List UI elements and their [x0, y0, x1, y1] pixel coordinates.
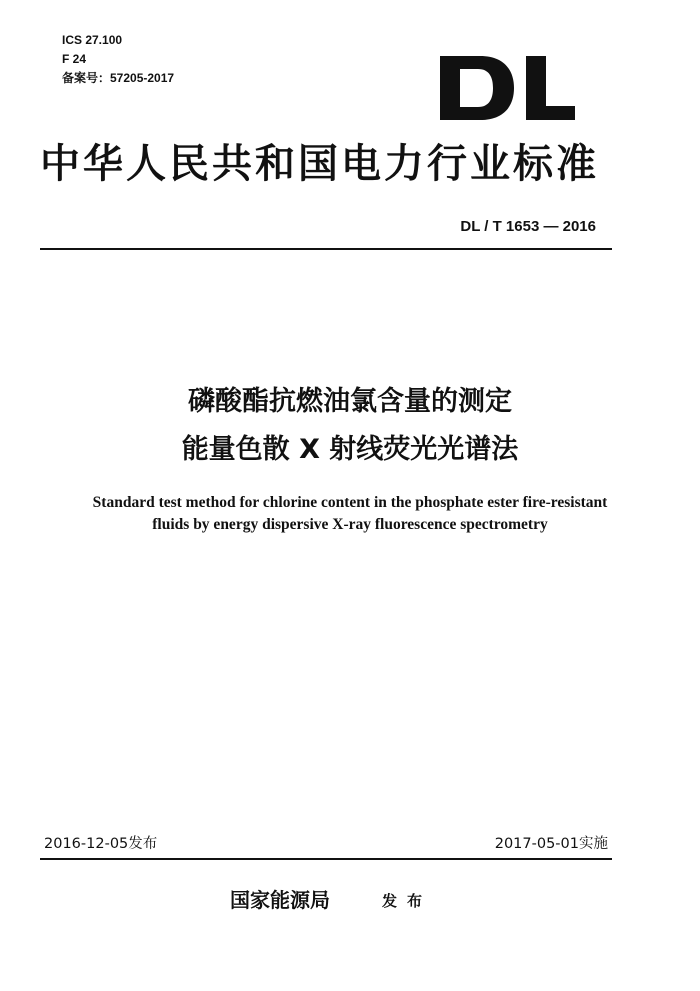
chinese-title-line-1: 磷酸酯抗燃油氯含量的测定	[188, 386, 512, 417]
chinese-title-line-2: 能量色散 X 射线荧光光谱法	[181, 434, 519, 465]
top-divider	[40, 248, 612, 250]
publisher-name: 国家能源局	[230, 888, 330, 912]
implementation-date: 2017-05-01实施	[494, 836, 608, 852]
dl-logo	[440, 56, 575, 120]
english-title-line-1: Standard test method for chlorine content in the phosphate ester fire-resistant	[92, 494, 608, 511]
bottom-divider	[40, 858, 612, 860]
publish-label: 发布	[382, 892, 433, 910]
ics-code: ICS 27.100	[62, 33, 123, 47]
issue-date: 2016-12-05发布	[44, 836, 158, 852]
organization-title: 中华人民共和国电力行业标准	[40, 141, 599, 187]
classification-code: F 24	[62, 52, 87, 66]
english-title-line-2: fluids by energy dispersive X-ray fluorescence spectrometry	[152, 516, 548, 533]
standard-number: DL / T 1653 — 2016	[460, 218, 596, 235]
record-number: 备案号：57205-2017	[62, 71, 175, 85]
